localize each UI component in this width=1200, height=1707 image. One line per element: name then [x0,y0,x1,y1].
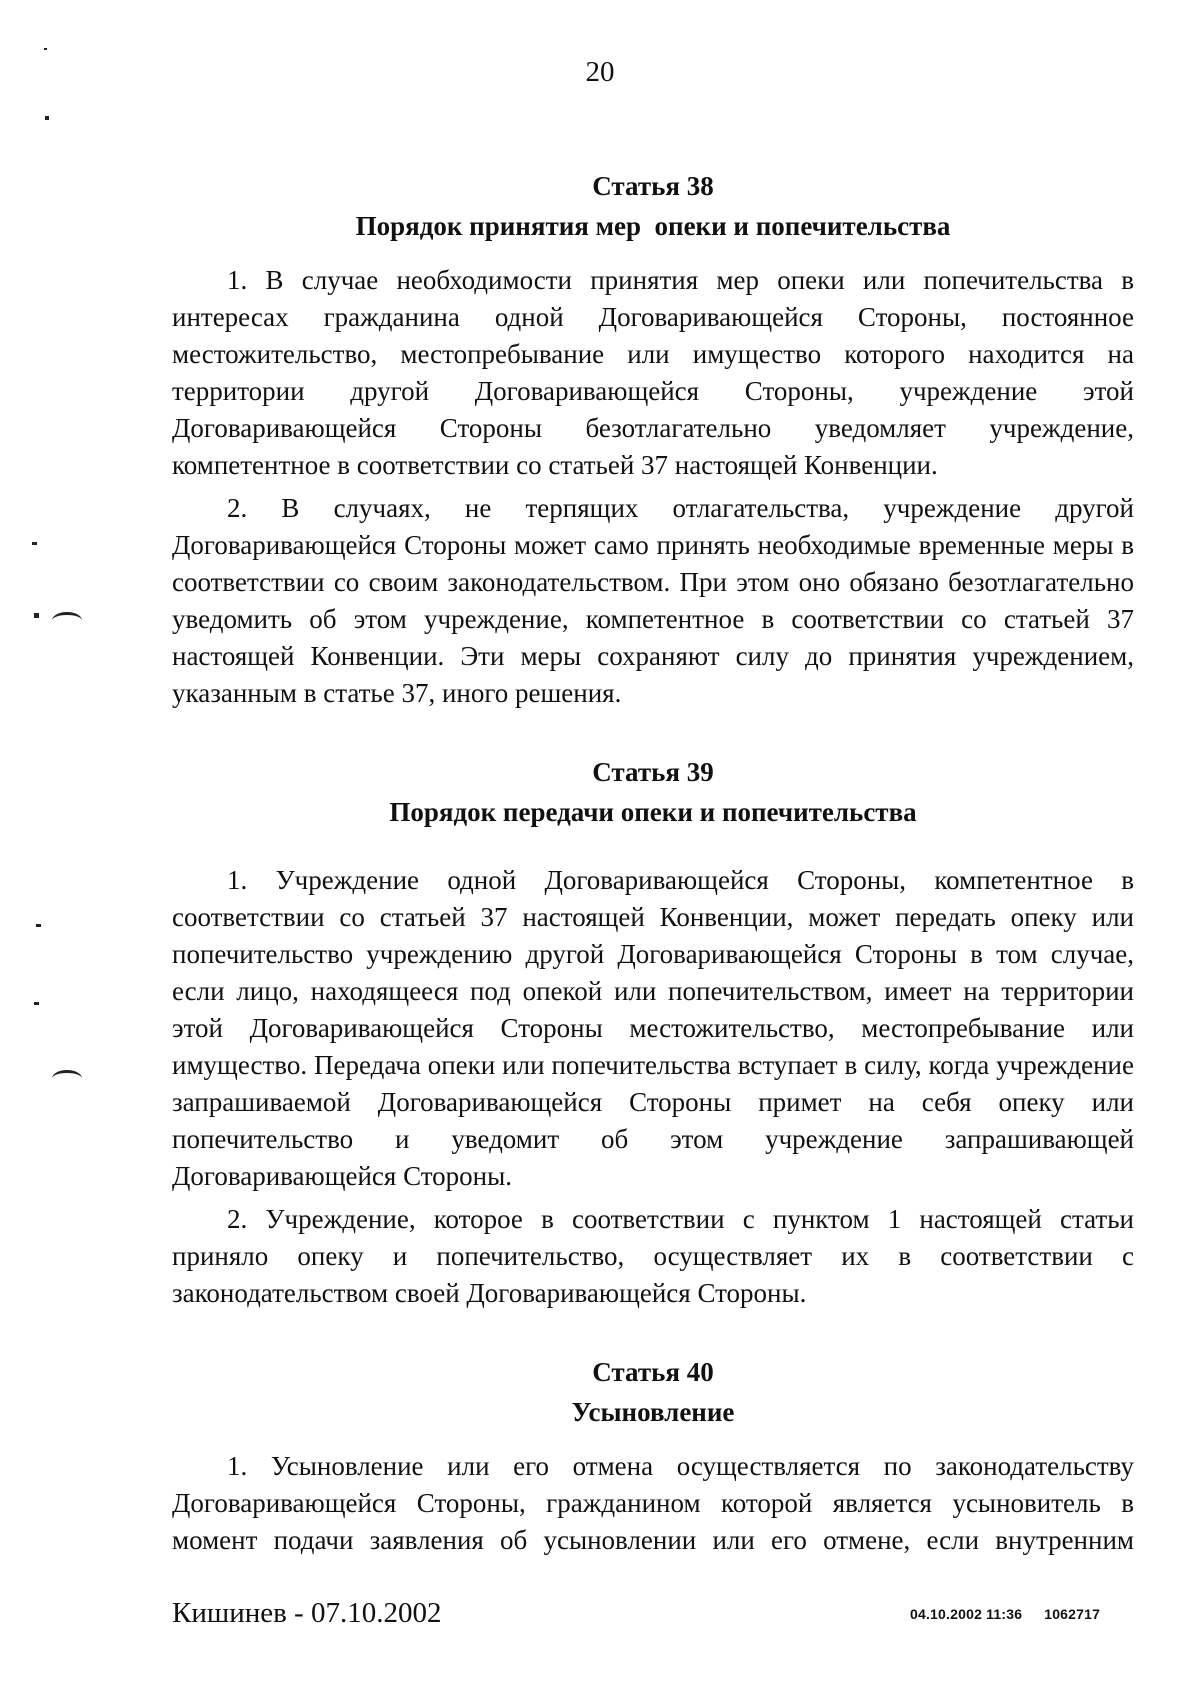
scan-arc-mark [52,612,82,629]
paragraph: 2. В случаях, не терпящих отлагательства, учреждение другой Договаривающейся Стороны может само принять необходимые временные меры в соответствии со своим законодательством. При этом оно обязано безотлагательно уведомить об этом учреждение, компетентное в соответствии со статьей 37 настоящей Конвенции. Эти меры сохраняют силу до принятия учреждением, указанным в статье 37, иного решения. [172,493,1134,708]
footer-doc-id: 1062717 [1044,1606,1101,1622]
article-38 [172,166,1134,712]
article-title: Порядок принятия мер опеки и попечительства [355,211,951,241]
article-title: Усыновление [571,1397,735,1427]
article-title: Порядок передачи опеки и попечительства [389,797,917,827]
scan-speck [36,924,41,927]
article-number: Статья 38 [592,171,714,201]
paragraph: 1. В случае необходимости принятия мер опеки или попечительства в интересах гражданина одной Договаривающейся Стороны, постоянное местожительство, местопребывание или имущество которого находится на территории другой Договаривающейся Стороны, учреждение этой Договаривающейся Стороны безотлагательно уведомляет учреждение, компетентное в соответствии со статьей 37 настоящей Конвенции. [172,265,1134,480]
paragraph: 1. Учреждение одной Договаривающейся Стороны, компетентное в соответствии со статьей 37 настоящей Конвенции, может передать опеку или попечительство учреждению другой Договаривающейся Стороны в том случае, если лицо, находящееся под опекой или попечительством, имеет на территории этой Договаривающейся Стороны местожительство, местопребывание или имущество. Передача опеки или попечительства вступает в силу, когда учреждение запрашиваемой Договаривающейся Стороны примет на себя опеку или попечительство и уведомит об этом учреждение запрашивающей Договаривающейся Стороны. [172,865,1134,1191]
scan-speck [34,1002,39,1005]
paragraph: 2. Учреждение, которое в соответствии с пунктом 1 настоящей статьи приняло опеку и попечительство, осуществляет их в соответствии с законодательством своей Договаривающейся Стороны. [172,1204,1134,1308]
footer-timestamp: 04.10.2002 11:36 [910,1606,1023,1622]
paragraph: 1. Усыновление или его отмена осуществляется по законодательству Договаривающейся Стороны, гражданином которой является усыновитель в момент подачи заявления об усыновлении или его отмене, если внутренним [172,1451,1134,1555]
scan-speck [44,48,47,50]
article-number: Статья 39 [592,757,714,787]
footer-stamp [910,1606,1100,1622]
footer-place-date: Кишинев - 07.10.2002 [172,1597,442,1629]
article-40 [172,1352,1134,1559]
document-body [172,166,1134,1559]
article-39 [172,752,1134,1312]
article-number: Статья 40 [592,1357,714,1387]
scan-speck [34,613,39,618]
scan-speck [45,116,49,120]
page-number: 20 [585,56,615,88]
scan-speck [32,542,37,545]
scan-arc-mark [52,1070,82,1087]
